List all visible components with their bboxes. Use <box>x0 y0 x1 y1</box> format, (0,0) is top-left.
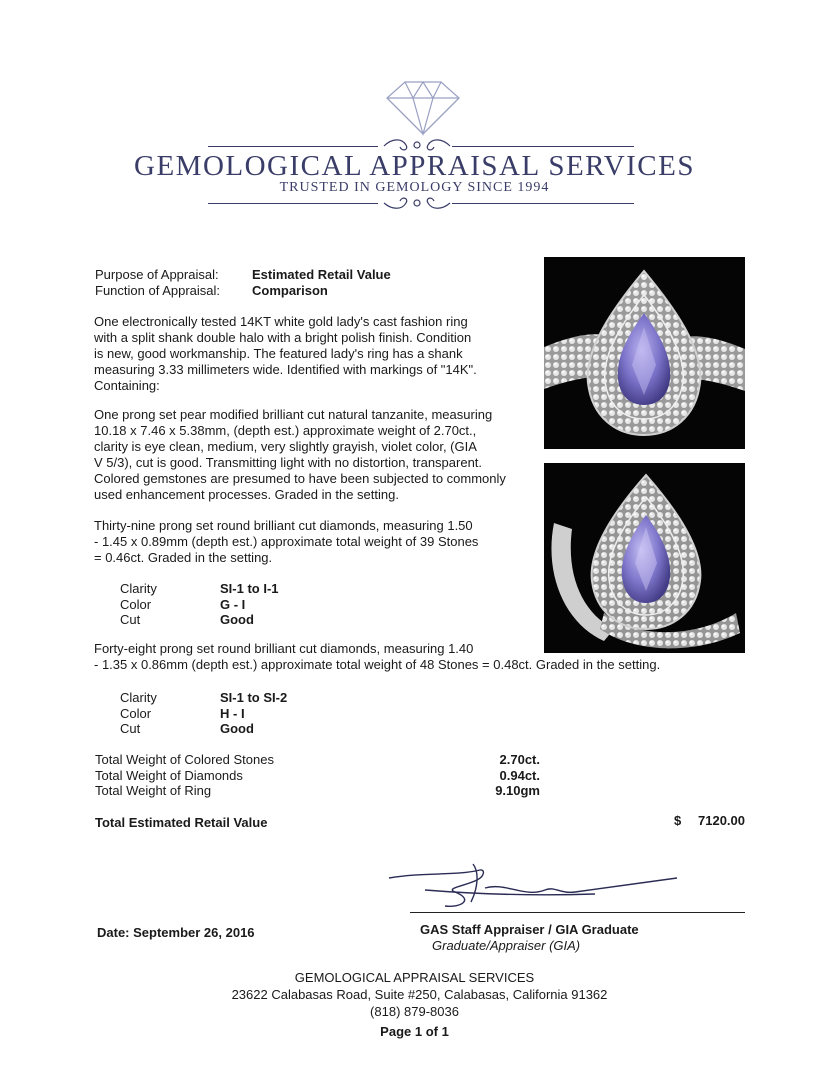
header-rule-top <box>208 146 378 147</box>
signature <box>385 858 685 914</box>
color-label: Color <box>120 597 152 612</box>
total-retail-label: Total Estimated Retail Value <box>95 815 268 830</box>
footer-address: 23622 Calabasas Road, Suite #250, Calabasas, California 91362 <box>231 987 608 1002</box>
diamond-logo <box>383 78 463 136</box>
footer-phone: (818) 879-8036 <box>370 1004 459 1019</box>
appraiser-title: GAS Staff Appraiser / GIA Graduate <box>420 922 639 937</box>
color-label: Color <box>120 706 152 721</box>
ring-photo-angle <box>544 463 745 653</box>
company-name: GEMOLOGICAL APPRAISAL SERVICES <box>134 150 695 182</box>
total-ring-label: Total Weight of Ring <box>95 783 212 798</box>
page-number: Page 1 of 1 <box>380 1024 449 1039</box>
cut-label: Cut <box>120 612 141 627</box>
footer-company: GEMOLOGICAL APPRAISAL SERVICES <box>294 970 535 985</box>
clarity-value: SI-1 to SI-2 <box>220 690 288 705</box>
header-rule-bottom <box>452 203 634 204</box>
header-rule-top <box>452 146 634 147</box>
clarity-label: Clarity <box>120 581 157 596</box>
diamond-icon <box>383 78 463 136</box>
clarity-value: SI-1 to I-1 <box>220 581 279 596</box>
clarity-label: Clarity <box>120 690 157 705</box>
diamonds-39-description: Thirty-nine prong set round brilliant cut diamonds, measuring 1.50 - 1.45 x 0.89mm (depth est.) approximate total weight of 39 Stones = 0.46ct. Graded in the setting. <box>94 518 479 565</box>
color-value: G - I <box>220 597 246 612</box>
total-colored-value: 2.70ct. <box>499 752 540 767</box>
purpose-value: Estimated Retail Value <box>252 267 391 282</box>
total-retail-value: 7120.00 <box>698 813 745 828</box>
flourish-bottom-icon <box>382 194 452 212</box>
total-colored-label: Total Weight of Colored Stones <box>95 752 274 767</box>
cut-value: Good <box>220 721 254 736</box>
total-diamonds-value: 0.94ct. <box>499 768 540 783</box>
cut-value: Good <box>220 612 254 627</box>
currency-symbol: $ <box>674 813 682 828</box>
ring-photo-front <box>544 257 745 449</box>
color-value: H - I <box>220 706 245 721</box>
function-value: Comparison <box>252 283 328 298</box>
ring-description: One electronically tested 14KT white gold lady's cast fashion ring with a split shank double halo with a bright polish finish. Condition is new, good workmanship. The featured lady's ring has a shank measuring 3.33 millimeters wide. Identified with markings of "14K". Containing: <box>94 314 477 393</box>
header-rule-bottom <box>208 203 378 204</box>
appraiser-subtitle: Graduate/Appraiser (GIA) <box>432 938 581 953</box>
signature-line <box>410 912 745 913</box>
company-tagline: TRUSTED IN GEMOLOGY SINCE 1994 <box>279 180 550 195</box>
tanzanite-description: One prong set pear modified brilliant cut natural tanzanite, measuring 10.18 x 7.46 x 5.38mm, (depth est.) approximate weight of 2.70ct., clarity is eye clean, medium, very slightly grayish, violet color, (GIA V 5/3), cut is good. Transmitting light with no distortion, transparent. Colored gemstones are presumed to have been subjected to commonly used enhancement processes. Graded in the setting. <box>94 407 506 502</box>
function-label: Function of Appraisal: <box>95 283 221 298</box>
total-ring-value: 9.10gm <box>495 783 540 798</box>
diamonds-48-description: Forty-eight prong set round brilliant cut diamonds, measuring 1.40 - 1.35 x 0.86mm (depth est.) approximate total weight of 48 Stones = 0.48ct. Graded in the setting. <box>94 641 661 672</box>
purpose-label: Purpose of Appraisal: <box>95 267 219 282</box>
cut-label: Cut <box>120 721 141 736</box>
total-diamonds-label: Total Weight of Diamonds <box>95 768 243 783</box>
appraisal-date: Date: September 26, 2016 <box>97 925 255 940</box>
